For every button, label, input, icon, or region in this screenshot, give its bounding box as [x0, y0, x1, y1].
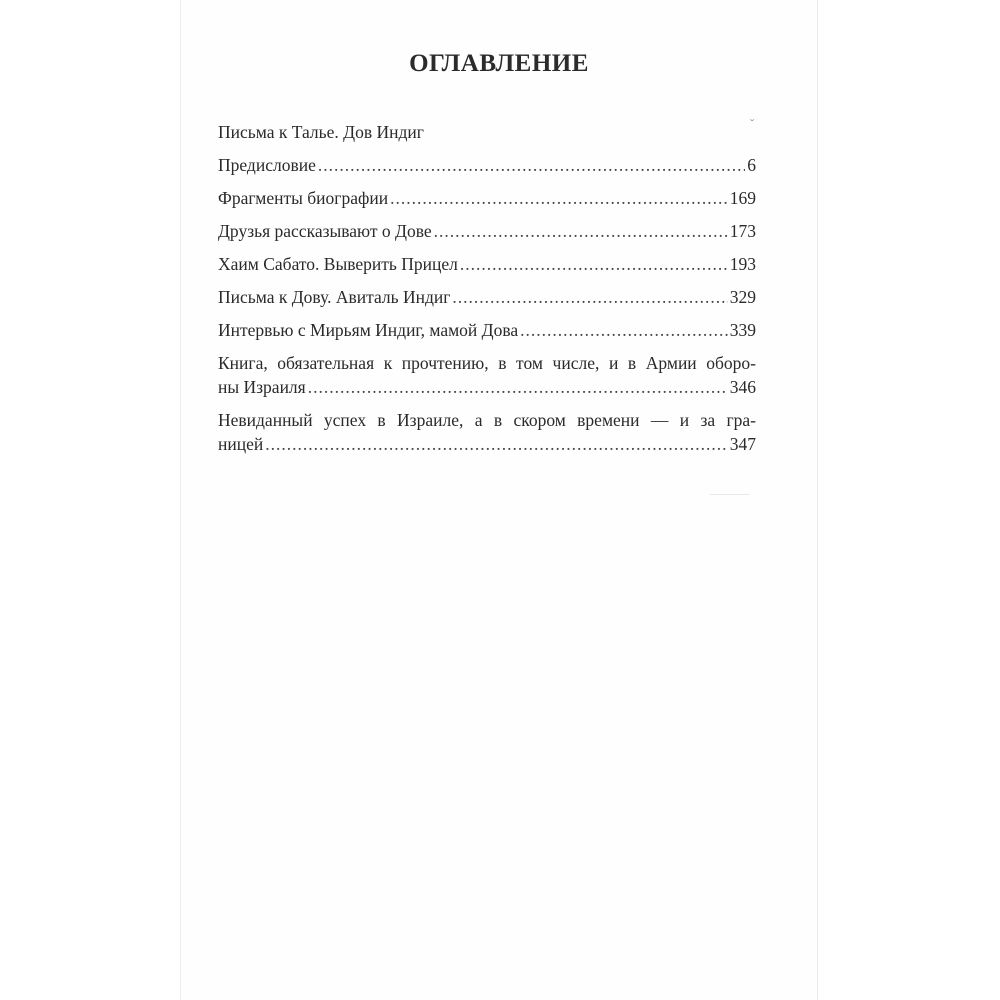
toc-entry-friends [218, 219, 756, 243]
leader-dots [520, 318, 728, 342]
leader-dots [308, 375, 728, 399]
toc-entry-page: 347 [729, 434, 756, 454]
margin-mark: ˇ [750, 116, 755, 131]
toc-entry-title-line2: ницей [218, 434, 264, 454]
toc-entry-interview [218, 318, 756, 342]
toc-entry-must-read [218, 351, 756, 399]
toc-entry-title: Интервью с Мирьям Индиг, мамой Дова [218, 320, 519, 340]
toc-entry-title-line2: ны Израиля [218, 377, 306, 397]
toc-entry-page: 339 [729, 320, 756, 340]
page-title: ОГЛАВЛЕНИЕ [409, 50, 589, 77]
toc-entry-page: 6 [747, 155, 756, 175]
leader-dots [390, 186, 728, 210]
toc-entry-title-line1: Невиданный успех в Израиле, а в скором времени — и за гра- [218, 410, 756, 430]
toc-entry-title: Друзья рассказывают о Дове [218, 221, 432, 241]
toc-entry-success [218, 408, 756, 456]
book-page [180, 0, 818, 1000]
toc-entry-page: 329 [729, 287, 756, 307]
toc-entry-title: Письма к Дову. Авиталь Индиг [218, 287, 451, 307]
toc-entry-preface [218, 153, 756, 177]
leader-dots [452, 285, 727, 309]
leader-dots [434, 219, 728, 243]
toc-entry-title: Фрагменты биографии [218, 188, 389, 208]
toc-entry-page: 173 [729, 221, 756, 241]
section-heading: Письма к Талье. Дов Индиг [218, 122, 424, 142]
faint-line [710, 494, 750, 495]
toc-entry-biography [218, 186, 756, 210]
toc-entry-title-line1: Книга, обязательная к прочтению, в том числе, и в Армии оборо- [218, 353, 756, 373]
table-of-contents [218, 120, 756, 465]
toc-entry-title: Хаим Сабато. Выверить Прицел [218, 254, 458, 274]
toc-entry-page: 346 [729, 377, 756, 397]
toc-entry-sabato [218, 252, 756, 276]
toc-entry-page: 169 [729, 188, 756, 208]
leader-dots [318, 153, 745, 177]
leader-dots [460, 252, 728, 276]
leader-dots [265, 432, 728, 456]
toc-entry-page: 193 [729, 254, 756, 274]
toc-entry-letters-to-dov [218, 285, 756, 309]
toc-entry-title: Предисловие [218, 155, 316, 175]
